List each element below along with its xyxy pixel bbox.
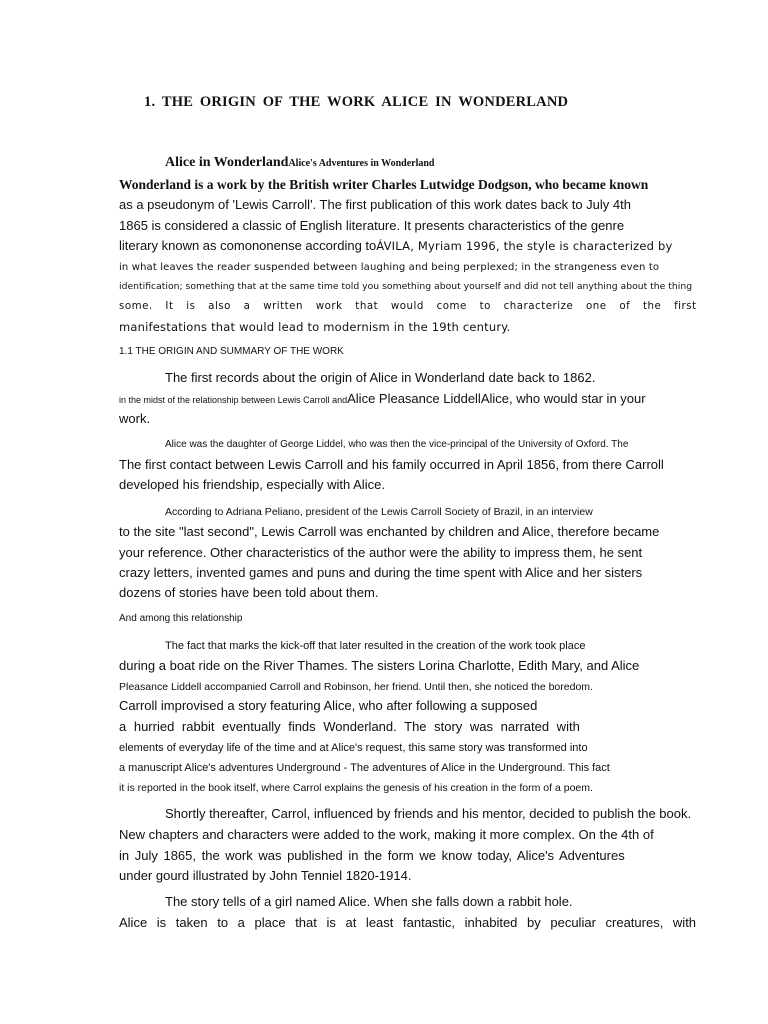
p1-line-8: manifestations that would lead to modernism in the 19th century. — [119, 320, 511, 334]
section-heading: 1.1 THE ORIGIN AND SUMMARY OF THE WORK — [119, 346, 344, 357]
p4-line-1: According to Adriana Peliano, president of the Lewis Carroll Society of Brazil, in an interview — [165, 506, 593, 518]
p6-line-1: The fact that marks the kick-off that later resulted in the creation of the work took place — [165, 640, 586, 652]
p4-line-2: to the site "last second", Lewis Carroll was enchanted by children and Alice, therefore became — [119, 524, 660, 539]
p1-line-4a: literary known as comononense according to — [119, 238, 377, 253]
p7-line-1: Shortly thereafter, Carrol, influenced by friends and his mentor, decided to publish the book. — [165, 806, 692, 821]
p4-line-5: dozens of stories have been told about them. — [119, 585, 379, 600]
p2-line-2 — [119, 391, 646, 408]
subtitle-main: Alice in Wonderland — [165, 155, 289, 170]
p7-line-4: under gourd illustrated by John Tenniel 1820-1914. — [119, 868, 412, 883]
p2-line-2b: Alice Pleasance Liddell — [347, 391, 481, 406]
p6-line-3: Pleasance Liddell accompanied Carroll and Robinson, her friend. Until then, she noticed the boredom. — [119, 681, 593, 693]
p1-line-4b: ÁVILA, Myriam 1996, the style is characterized by — [376, 239, 673, 253]
p1-line-6: identification; something that at the same time told you something about yourself and did not tell anything about the thing — [119, 281, 693, 292]
p2-line-1: The first records about the origin of Alice in Wonderland date back to 1862. — [165, 370, 596, 385]
subtitle-small: Alice's Adventures in Wonderland — [288, 158, 435, 169]
p2-line-2c: Alice, who would star in your — [480, 391, 646, 406]
p3-line-2: The first contact between Lewis Carroll and his family occurred in April 1856, from there Carroll — [119, 457, 664, 472]
p6-line-2: during a boat ride on the River Thames. The sisters Lorina Charlotte, Edith Mary, and Alice — [119, 658, 640, 673]
p1-line-2: as a pseudonym of 'Lewis Carroll'. The first publication of this work dates back to July 4th — [119, 197, 631, 212]
subtitle — [165, 155, 434, 172]
p1-line-4 — [119, 238, 672, 254]
p1-line-5: in what leaves the reader suspended between laughing and being perplexed; in the strangeness even to — [119, 262, 660, 273]
p7-line-3: in July 1865, the work was published in the form we know today, Alice's Adventures — [119, 848, 625, 863]
p1-line-3: 1865 is considered a classic of English literature. It presents characteristics of the genre — [119, 218, 625, 233]
p1-line-1: Wonderland is a work by the British writer Charles Lutwidge Dodgson, who became known — [119, 177, 649, 192]
p6-line-5: a hurried rabbit eventually finds Wonderland. The story was narrated with — [119, 719, 580, 734]
p3-line-3: developed his friendship, especially with Alice. — [119, 477, 385, 492]
p5-line: And among this relationship — [119, 613, 243, 624]
p6-line-6: elements of everyday life of the time and at Alice's request, this same story was transformed into — [119, 742, 588, 754]
p4-line-4: crazy letters, invented games and puns and during the time spent with Alice and her sisters — [119, 565, 643, 580]
p1-line-7: some. It is also a written work that would come to characterize one of the first — [119, 300, 697, 312]
p8-line-1: The story tells of a girl named Alice. When she falls down a rabbit hole. — [165, 894, 573, 909]
p2-line-2a: in the midst of the relationship between Lewis Carroll and — [119, 395, 348, 405]
p6-line-7: a manuscript Alice's adventures Underground - The adventures of Alice in the Underground. This fact — [119, 762, 610, 774]
p6-line-8: it is reported in the book itself, where Carrol explains the genesis of his creation in the form of a poem. — [119, 782, 593, 794]
p8-line-2: Alice is taken to a place that is at least fantastic, inhabited by peculiar creatures, with — [119, 915, 697, 930]
p3-line-1: Alice was the daughter of George Liddel, who was then the vice-principal of the University of Oxford. The — [165, 439, 629, 450]
p6-line-4: Carroll improvised a story featuring Alice, who after following a supposed — [119, 698, 538, 713]
p4-line-3: your reference. Other characteristics of the author were the ability to impress them, he sent — [119, 545, 643, 560]
p7-line-2: New chapters and characters were added to the work, making it more complex. On the 4th of — [119, 827, 654, 842]
p2-line-3: work. — [119, 411, 151, 426]
page-title: 1. THE ORIGIN OF THE WORK ALICE IN WONDERLAND — [144, 94, 569, 110]
